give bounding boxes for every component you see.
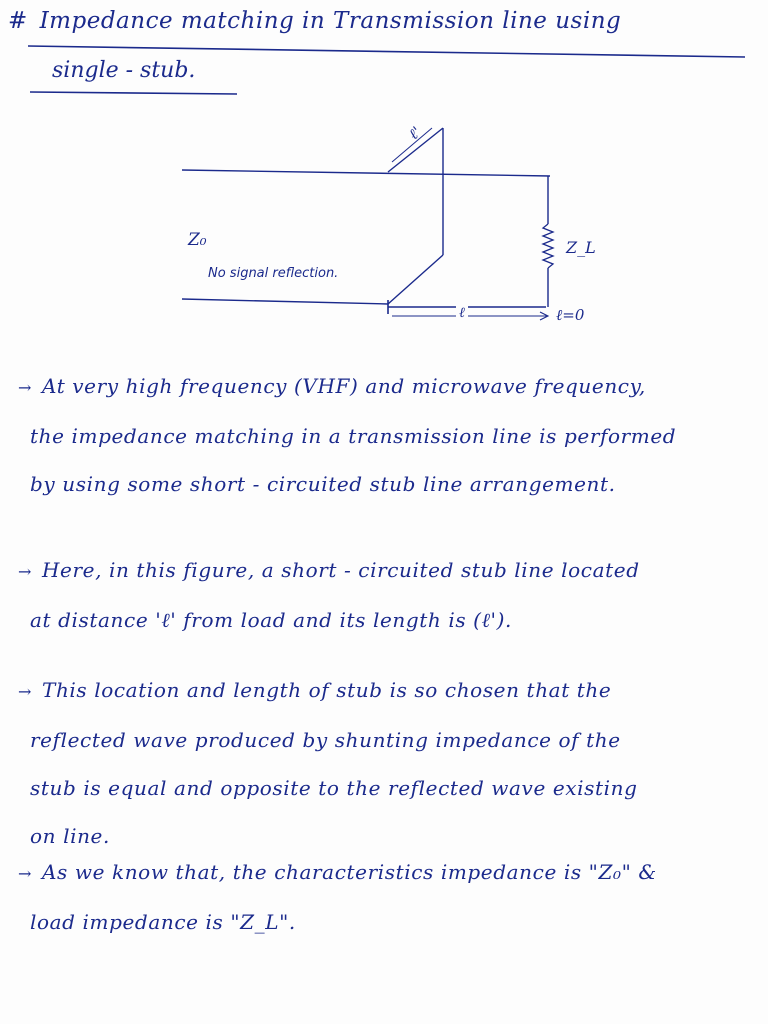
origin-label: ℓ=0 — [556, 306, 585, 324]
paragraph-line: on line. — [30, 824, 110, 848]
paragraph-line: At very high frequency (VHF) and microwave frequency, — [42, 374, 646, 398]
arrow-icon: → — [18, 682, 33, 701]
bottom-conductor — [182, 299, 388, 304]
hash-mark: # — [8, 8, 28, 34]
z0-label: Z₀ — [188, 230, 207, 250]
paragraph-line: stub is equal and opposite to the reflected wave existing — [30, 776, 638, 800]
load-resistor — [543, 224, 553, 268]
paragraph-3 — [18, 666, 758, 860]
stub-length-label: ℓ' — [405, 122, 425, 144]
arrow-icon: → — [18, 864, 33, 883]
zl-label: Z_L — [566, 238, 596, 257]
paragraph-line: reflected wave produced by shunting impedance of the — [30, 728, 621, 752]
paragraph-line: the impedance matching in a transmission line is performed — [30, 424, 677, 448]
arrow-icon: → — [18, 378, 33, 397]
paragraph-1 — [18, 362, 758, 508]
paragraph-line: This location and length of stub is so chosen that the — [42, 678, 612, 702]
paragraph-line: As we know that, the characteristics impedance is "Z₀" & — [42, 860, 657, 884]
stub-bottom-diagonal — [388, 255, 443, 304]
no-reflection-label: No signal reflection. — [208, 266, 339, 281]
paragraph-2 — [18, 546, 758, 644]
arrow-icon: → — [18, 562, 33, 581]
paragraph-line: load impedance is "Z_L". — [30, 910, 296, 934]
top-conductor — [182, 170, 550, 176]
paragraph-line: by using some short - circuited stub line arrangement. — [30, 472, 616, 496]
page-subtitle: single - stub. — [52, 58, 196, 83]
paragraph-line: Here, in this figure, a short - circuited stub line located — [42, 558, 640, 582]
title-underline — [28, 46, 745, 57]
distance-label: ℓ — [456, 305, 468, 322]
paragraph-line: at distance 'ℓ' from load and its length is (ℓ'). — [30, 608, 512, 632]
title-text: Impedance matching in Transmission line using — [39, 8, 622, 34]
subtitle-underline — [30, 92, 237, 94]
paragraph-4 — [18, 848, 758, 946]
